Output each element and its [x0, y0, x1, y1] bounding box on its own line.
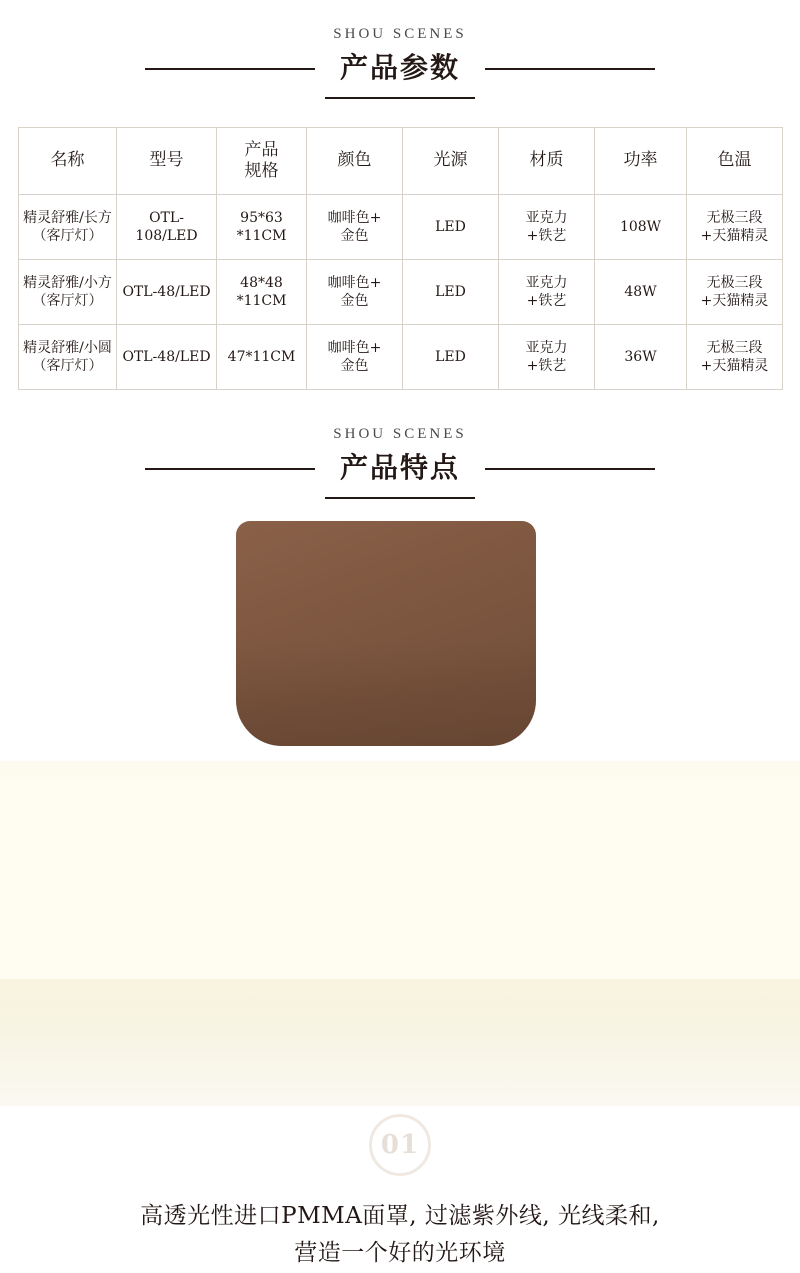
cell-text: 咖啡色+ — [327, 209, 382, 226]
cell-power: 108W — [595, 195, 687, 260]
cell-light-source: LED — [403, 260, 499, 325]
cell-text: 亚克力 — [525, 209, 568, 226]
cell-text: （客厅灯） — [32, 293, 103, 309]
cell-name — [19, 195, 117, 260]
feature-number-badge: 01 — [369, 1114, 431, 1176]
feature-caption — [50, 1198, 750, 1273]
feature-caption-line1: 高透光性进口PMMA面罩, 过滤紫外线, 光线柔和, — [140, 1203, 660, 1229]
lamp-acrylic-panel — [0, 779, 800, 979]
cell-material — [499, 195, 595, 260]
cell-material — [499, 260, 595, 325]
table-row — [19, 195, 783, 260]
cell-light-source: LED — [403, 195, 499, 260]
table-header-cell — [403, 128, 499, 195]
cell-model: OTL-48/LED — [117, 325, 217, 390]
feature-caption-line2: 营造一个好的光环境 — [294, 1240, 506, 1267]
cell-text: +铁艺 — [526, 228, 567, 244]
cell-color-temp — [687, 195, 783, 260]
section-cn-title: 产品参数 — [326, 54, 474, 82]
cell-text: 48*48 — [240, 274, 283, 291]
cell-text: 咖啡色+ — [327, 339, 382, 356]
cell-text: 无极三段 — [706, 274, 763, 291]
header-text: 功率 — [623, 150, 658, 171]
cell-text: +天猫精灵 — [700, 293, 769, 309]
section-cn-title: 产品特点 — [326, 454, 474, 482]
table-header-cell — [117, 128, 217, 195]
table-header-cell — [19, 128, 117, 195]
section-header-params — [0, 26, 800, 99]
header-rule-right — [485, 68, 655, 70]
table-header-cell — [307, 128, 403, 195]
lamp-brown-cap-shadow — [236, 641, 536, 746]
cell-text: *11CM — [236, 228, 287, 244]
cell-text: 亚克力 — [525, 339, 568, 356]
cell-material — [499, 325, 595, 390]
header-text: 产品 — [244, 139, 279, 160]
header-rule-left — [145, 68, 315, 70]
cell-model: OTL-48/LED — [117, 260, 217, 325]
cell-size — [217, 260, 307, 325]
header-underline — [325, 497, 475, 499]
cell-text: *11CM — [236, 293, 287, 309]
cell-text: 金色 — [340, 228, 369, 244]
header-underline — [325, 97, 475, 99]
product-image — [0, 521, 800, 1106]
table-header-cell — [217, 128, 307, 195]
cell-text: 精灵舒雅/长方 — [23, 209, 112, 226]
spec-table — [18, 127, 783, 390]
cell-name — [19, 325, 117, 390]
header-text: 型号 — [149, 150, 184, 171]
section-cn-title-row — [0, 45, 800, 91]
cell-color-temp — [687, 260, 783, 325]
cell-size — [217, 325, 307, 390]
cell-color — [307, 325, 403, 390]
section-header-features — [0, 426, 800, 499]
table-row — [19, 260, 783, 325]
table-header-cell — [499, 128, 595, 195]
cell-text: +铁艺 — [526, 293, 567, 309]
cell-text: +天猫精灵 — [700, 228, 769, 244]
cell-text: （客厅灯） — [32, 358, 103, 374]
header-text: 规格 — [244, 161, 279, 181]
cell-color — [307, 195, 403, 260]
cell-text: 95*63 — [240, 209, 283, 226]
header-text: 色温 — [717, 150, 752, 171]
cell-text: 47*11CM — [227, 348, 296, 365]
spec-table-wrap — [18, 127, 782, 390]
header-text: 颜色 — [337, 150, 372, 171]
table-header-cell — [595, 128, 687, 195]
header-rule-right — [485, 468, 655, 470]
section-en-title: SHOU SCENES — [333, 426, 467, 442]
table-row — [19, 325, 783, 390]
header-text: 名称 — [50, 150, 85, 171]
cell-text: 咖啡色+ — [327, 274, 382, 291]
cell-text: 金色 — [340, 358, 369, 374]
cell-power: 48W — [595, 260, 687, 325]
cell-model: OTL-108/LED — [117, 195, 217, 260]
header-text: 光源 — [433, 150, 468, 171]
cell-text: 精灵舒雅/小圆 — [23, 339, 112, 356]
header-text: 材质 — [529, 150, 564, 171]
cell-text: 精灵舒雅/小方 — [23, 274, 112, 291]
cell-light-source: LED — [403, 325, 499, 390]
feature-badge-wrap — [0, 1114, 800, 1176]
table-header-row — [19, 128, 783, 195]
table-header-cell — [687, 128, 783, 195]
cell-size — [217, 195, 307, 260]
header-rule-left — [145, 468, 315, 470]
cell-text: 亚克力 — [525, 274, 568, 291]
cell-text: 无极三段 — [706, 209, 763, 226]
cell-text: 无极三段 — [706, 339, 763, 356]
section-en-title: SHOU SCENES — [333, 26, 467, 42]
cell-power: 36W — [595, 325, 687, 390]
cell-text: （客厅灯） — [32, 228, 103, 244]
cell-color-temp — [687, 325, 783, 390]
cell-name — [19, 260, 117, 325]
cell-text: 金色 — [340, 293, 369, 309]
section-cn-title-row — [0, 445, 800, 491]
cell-text: +铁艺 — [526, 358, 567, 374]
cell-text: +天猫精灵 — [700, 358, 769, 374]
cell-color — [307, 260, 403, 325]
